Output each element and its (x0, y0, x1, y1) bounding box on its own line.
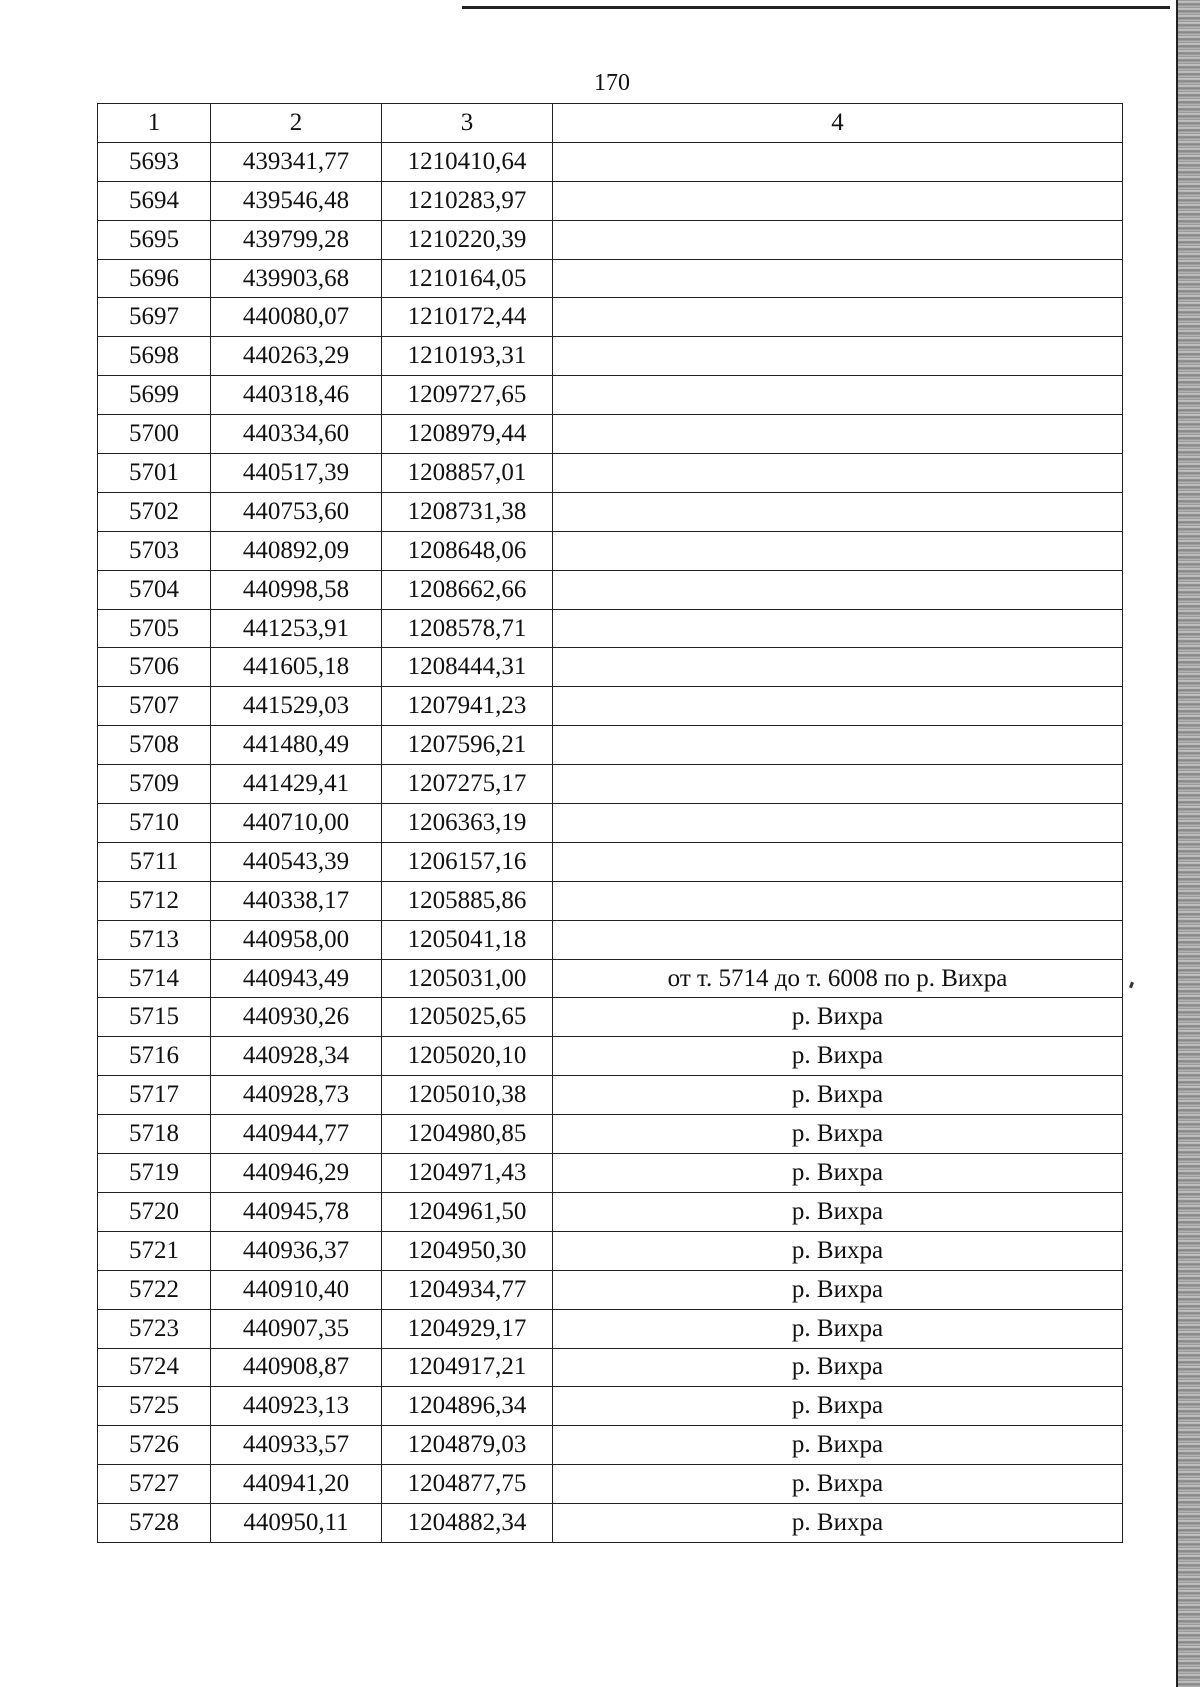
coord-x-cell: 440933,57 (211, 1426, 382, 1465)
point-number-cell: 5716 (98, 1037, 211, 1076)
coord-x-cell: 440543,39 (211, 842, 382, 881)
description-cell (553, 609, 1123, 648)
column-header-1: 1 (98, 104, 211, 143)
table-row (98, 648, 1123, 687)
column-header-3: 3 (382, 104, 553, 143)
table-row (98, 1504, 1123, 1543)
table-row (98, 298, 1123, 337)
point-number-cell: 5695 (98, 220, 211, 259)
coord-x-cell: 440334,60 (211, 415, 382, 454)
coord-y-cell: 1205020,10 (382, 1037, 553, 1076)
coord-y-cell: 1208731,38 (382, 492, 553, 531)
point-number-cell: 5724 (98, 1348, 211, 1387)
point-number-cell: 5709 (98, 765, 211, 804)
coord-y-cell: 1208979,44 (382, 415, 553, 454)
coord-x-cell: 440936,37 (211, 1231, 382, 1270)
description-cell: р. Вихра (553, 1115, 1123, 1154)
coord-x-cell: 439546,48 (211, 181, 382, 220)
point-number-cell: 5715 (98, 998, 211, 1037)
table-body (98, 142, 1123, 1542)
coord-x-cell: 440943,49 (211, 959, 382, 998)
description-cell (553, 337, 1123, 376)
table-row (98, 337, 1123, 376)
table-row (98, 531, 1123, 570)
point-number-cell: 5697 (98, 298, 211, 337)
coord-y-cell: 1205885,86 (382, 881, 553, 920)
description-cell (553, 842, 1123, 881)
coord-x-cell: 440892,09 (211, 531, 382, 570)
table-row (98, 1154, 1123, 1193)
coord-x-cell: 440080,07 (211, 298, 382, 337)
point-number-cell: 5728 (98, 1504, 211, 1543)
coord-x-cell: 440710,00 (211, 804, 382, 843)
page-number: 170 (594, 70, 630, 96)
table-row (98, 842, 1123, 881)
coord-y-cell: 1204929,17 (382, 1309, 553, 1348)
point-number-cell: 5705 (98, 609, 211, 648)
description-cell (553, 804, 1123, 843)
description-cell (553, 881, 1123, 920)
table-row (98, 259, 1123, 298)
point-number-cell: 5717 (98, 1076, 211, 1115)
coord-y-cell: 1209727,65 (382, 376, 553, 415)
table-row (98, 142, 1123, 181)
coord-y-cell: 1210172,44 (382, 298, 553, 337)
coord-x-cell: 440958,00 (211, 920, 382, 959)
coord-x-cell: 441605,18 (211, 648, 382, 687)
description-cell (553, 220, 1123, 259)
table-row (98, 765, 1123, 804)
coord-y-cell: 1205031,00 (382, 959, 553, 998)
coord-y-cell: 1208578,71 (382, 609, 553, 648)
description-cell (553, 687, 1123, 726)
point-number-cell: 5721 (98, 1231, 211, 1270)
coord-x-cell: 440928,34 (211, 1037, 382, 1076)
point-number-cell: 5704 (98, 570, 211, 609)
table-header-row (98, 104, 1123, 143)
column-header-4: 4 (553, 104, 1123, 143)
coord-y-cell: 1204950,30 (382, 1231, 553, 1270)
coord-x-cell: 440950,11 (211, 1504, 382, 1543)
coord-y-cell: 1210164,05 (382, 259, 553, 298)
description-cell: р. Вихра (553, 1504, 1123, 1543)
coord-x-cell: 440930,26 (211, 998, 382, 1037)
description-cell (553, 415, 1123, 454)
table-row (98, 920, 1123, 959)
description-cell: р. Вихра (553, 1037, 1123, 1076)
point-number-cell: 5702 (98, 492, 211, 531)
description-cell: р. Вихра (553, 1465, 1123, 1504)
point-number-cell: 5706 (98, 648, 211, 687)
point-number-cell: 5718 (98, 1115, 211, 1154)
point-number-cell: 5727 (98, 1465, 211, 1504)
description-cell (553, 142, 1123, 181)
point-number-cell: 5698 (98, 337, 211, 376)
coord-y-cell: 1204934,77 (382, 1270, 553, 1309)
table-row (98, 1348, 1123, 1387)
table-row (98, 492, 1123, 531)
coord-x-cell: 441480,49 (211, 726, 382, 765)
coord-x-cell: 440946,29 (211, 1154, 382, 1193)
table-row (98, 959, 1123, 998)
table-row (98, 415, 1123, 454)
point-number-cell: 5694 (98, 181, 211, 220)
coord-x-cell: 440907,35 (211, 1309, 382, 1348)
coord-y-cell: 1208444,31 (382, 648, 553, 687)
coord-y-cell: 1208857,01 (382, 454, 553, 493)
coord-x-cell: 440517,39 (211, 454, 382, 493)
description-cell (553, 181, 1123, 220)
description-cell (553, 570, 1123, 609)
description-cell: р. Вихра (553, 1154, 1123, 1193)
coord-y-cell: 1205025,65 (382, 998, 553, 1037)
description-cell (553, 765, 1123, 804)
point-number-cell: 5713 (98, 920, 211, 959)
table-row (98, 687, 1123, 726)
table-row (98, 1115, 1123, 1154)
coord-y-cell: 1205041,18 (382, 920, 553, 959)
table-row (98, 181, 1123, 220)
coord-y-cell: 1208648,06 (382, 531, 553, 570)
scan-edge (1176, 0, 1200, 1687)
coord-y-cell: 1205010,38 (382, 1076, 553, 1115)
point-number-cell: 5696 (98, 259, 211, 298)
description-cell: р. Вихра (553, 1231, 1123, 1270)
description-cell (553, 454, 1123, 493)
point-number-cell: 5722 (98, 1270, 211, 1309)
coord-y-cell: 1204896,34 (382, 1387, 553, 1426)
coord-y-cell: 1204980,85 (382, 1115, 553, 1154)
table-row (98, 804, 1123, 843)
coord-x-cell: 440941,20 (211, 1465, 382, 1504)
description-cell (553, 376, 1123, 415)
description-cell (553, 492, 1123, 531)
point-number-cell: 5725 (98, 1387, 211, 1426)
coord-y-cell: 1204882,34 (382, 1504, 553, 1543)
table-row (98, 609, 1123, 648)
point-number-cell: 5707 (98, 687, 211, 726)
table-row (98, 1037, 1123, 1076)
point-number-cell: 5693 (98, 142, 211, 181)
description-cell (553, 531, 1123, 570)
description-cell: от т. 5714 до т. 6008 по р. Вихра (553, 959, 1123, 998)
point-number-cell: 5712 (98, 881, 211, 920)
description-cell: р. Вихра (553, 1192, 1123, 1231)
point-number-cell: 5714 (98, 959, 211, 998)
table-row (98, 1231, 1123, 1270)
point-number-cell: 5703 (98, 531, 211, 570)
coord-x-cell: 440753,60 (211, 492, 382, 531)
coord-x-cell: 440318,46 (211, 376, 382, 415)
table-row (98, 1387, 1123, 1426)
top-rule (462, 6, 1170, 9)
coord-x-cell: 440998,58 (211, 570, 382, 609)
table-row (98, 376, 1123, 415)
description-cell: р. Вихра (553, 1309, 1123, 1348)
column-header-2: 2 (211, 104, 382, 143)
scan-mark (1129, 982, 1134, 989)
coord-x-cell: 440910,40 (211, 1270, 382, 1309)
coord-y-cell: 1210410,64 (382, 142, 553, 181)
coord-x-cell: 441529,03 (211, 687, 382, 726)
description-cell: р. Вихра (553, 1387, 1123, 1426)
coord-x-cell: 441429,41 (211, 765, 382, 804)
coordinates-table (97, 103, 1123, 1543)
coord-y-cell: 1204877,75 (382, 1465, 553, 1504)
table-row (98, 1309, 1123, 1348)
coord-x-cell: 439341,77 (211, 142, 382, 181)
table-row (98, 1192, 1123, 1231)
description-cell (553, 648, 1123, 687)
coord-y-cell: 1206363,19 (382, 804, 553, 843)
coord-x-cell: 441253,91 (211, 609, 382, 648)
coord-y-cell: 1204917,21 (382, 1348, 553, 1387)
description-cell: р. Вихра (553, 998, 1123, 1037)
table-row (98, 570, 1123, 609)
description-cell: р. Вихра (553, 1270, 1123, 1309)
coord-x-cell: 440928,73 (211, 1076, 382, 1115)
description-cell (553, 726, 1123, 765)
coord-y-cell: 1210283,97 (382, 181, 553, 220)
table-row (98, 220, 1123, 259)
coord-x-cell: 439903,68 (211, 259, 382, 298)
description-cell (553, 920, 1123, 959)
point-number-cell: 5711 (98, 842, 211, 881)
coord-x-cell: 440263,29 (211, 337, 382, 376)
table-row (98, 1426, 1123, 1465)
description-cell: р. Вихра (553, 1348, 1123, 1387)
description-cell: р. Вихра (553, 1076, 1123, 1115)
point-number-cell: 5726 (98, 1426, 211, 1465)
coord-y-cell: 1208662,66 (382, 570, 553, 609)
coord-y-cell: 1207275,17 (382, 765, 553, 804)
coord-x-cell: 440944,77 (211, 1115, 382, 1154)
table-row (98, 1465, 1123, 1504)
coord-y-cell: 1210220,39 (382, 220, 553, 259)
coord-y-cell: 1204971,43 (382, 1154, 553, 1193)
description-cell (553, 298, 1123, 337)
point-number-cell: 5700 (98, 415, 211, 454)
coord-y-cell: 1207596,21 (382, 726, 553, 765)
coord-y-cell: 1204961,50 (382, 1192, 553, 1231)
coord-x-cell: 440923,13 (211, 1387, 382, 1426)
table-row (98, 881, 1123, 920)
point-number-cell: 5719 (98, 1154, 211, 1193)
description-cell: р. Вихра (553, 1426, 1123, 1465)
coord-x-cell: 440908,87 (211, 1348, 382, 1387)
table-row (98, 726, 1123, 765)
coord-y-cell: 1206157,16 (382, 842, 553, 881)
coord-x-cell: 440338,17 (211, 881, 382, 920)
coord-x-cell: 439799,28 (211, 220, 382, 259)
point-number-cell: 5699 (98, 376, 211, 415)
point-number-cell: 5708 (98, 726, 211, 765)
coord-y-cell: 1207941,23 (382, 687, 553, 726)
table-row (98, 1270, 1123, 1309)
table-row (98, 454, 1123, 493)
table-row (98, 1076, 1123, 1115)
coord-x-cell: 440945,78 (211, 1192, 382, 1231)
table-row (98, 998, 1123, 1037)
description-cell (553, 259, 1123, 298)
point-number-cell: 5710 (98, 804, 211, 843)
coord-y-cell: 1204879,03 (382, 1426, 553, 1465)
point-number-cell: 5720 (98, 1192, 211, 1231)
point-number-cell: 5723 (98, 1309, 211, 1348)
coord-y-cell: 1210193,31 (382, 337, 553, 376)
point-number-cell: 5701 (98, 454, 211, 493)
